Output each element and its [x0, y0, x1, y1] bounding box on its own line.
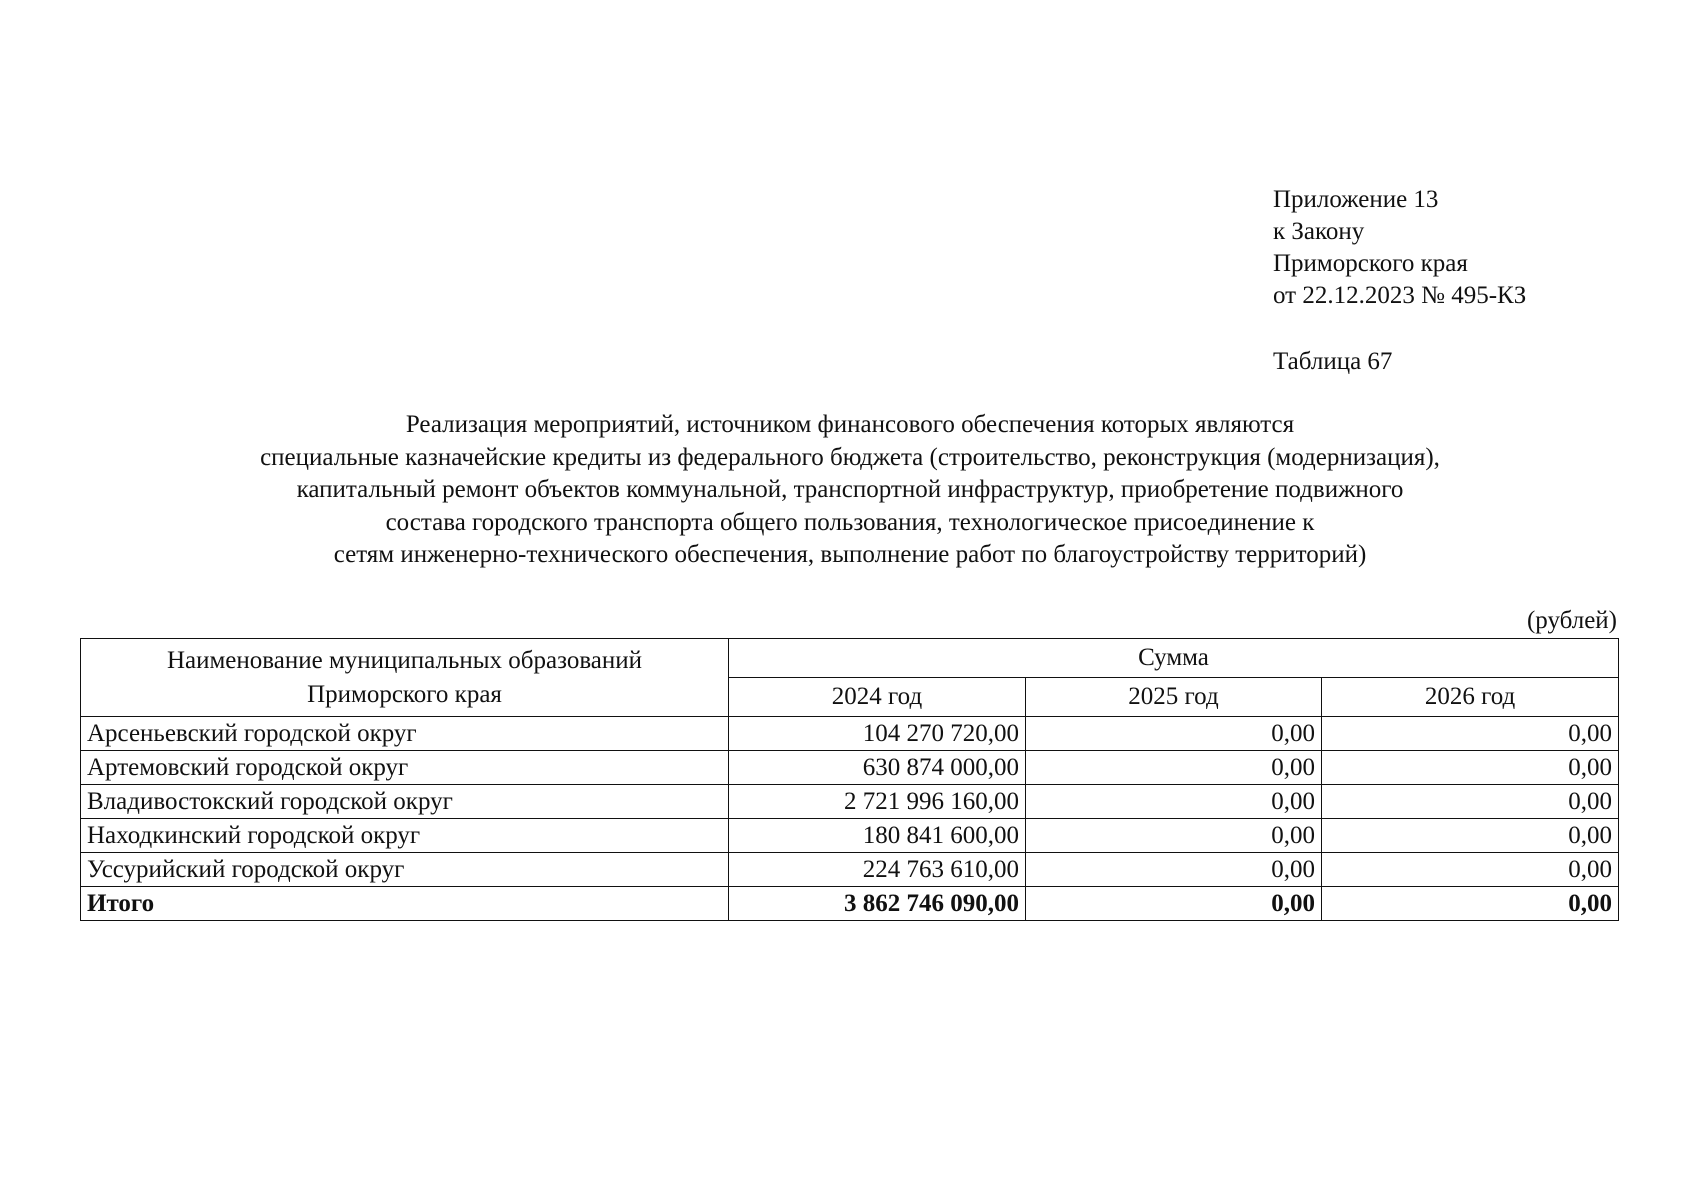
title-line: сетям инженерно-технического обеспечения, выполнение работ по благоустройству территорий)	[333, 541, 1367, 568]
year-header: 2025 год	[1026, 678, 1322, 717]
amount-cell: 0,00	[1026, 853, 1322, 887]
title-line: состава городского транспорта общего пользования, технологическое присоединение к	[385, 508, 1315, 536]
amount-cell: 0,00	[1026, 751, 1322, 785]
amount-cell: 0,00	[1026, 785, 1322, 819]
annex-line: Приморского края	[1273, 250, 1468, 277]
amount-cell: 630 874 000,00	[729, 751, 1026, 785]
table-row	[81, 819, 1619, 853]
amount-cell: 0,00	[1322, 819, 1619, 853]
amount-cell: 0,00	[1322, 853, 1619, 887]
total-row	[81, 887, 1619, 921]
municipality-name: Владивостокский городской округ	[81, 785, 729, 819]
amount-cell: 0,00	[1026, 717, 1322, 751]
amount-cell: 0,00	[1322, 751, 1619, 785]
table-row	[81, 853, 1619, 887]
municipality-name: Арсеньевский городской округ	[81, 717, 729, 751]
amount-cell: 224 763 610,00	[729, 853, 1026, 887]
total-amount-cell: 3 862 746 090,00	[729, 887, 1026, 921]
title-line: капитальный ремонт объектов коммунальной, транспортной инфраструктур, приобретение подвижного	[296, 476, 1404, 503]
municipality-name: Находкинский городской округ	[81, 819, 729, 853]
annex-line: к Закону	[1273, 218, 1365, 245]
table-row	[81, 751, 1619, 785]
total-label: Итого	[81, 887, 729, 921]
sum-column-header: Сумма	[729, 639, 1619, 678]
year-header: 2024 год	[729, 678, 1026, 717]
year-header: 2026 год	[1322, 678, 1619, 717]
total-amount-cell: 0,00	[1322, 887, 1619, 921]
annex-line: Приложение 13	[1273, 186, 1439, 213]
annex-block	[1273, 184, 1526, 312]
amount-cell: 0,00	[1322, 785, 1619, 819]
title-line: Реализация мероприятий, источником финансового обеспечения которых являются	[405, 411, 1295, 438]
amount-cell: 0,00	[1026, 819, 1322, 853]
amount-cell: 2 721 996 160,00	[729, 785, 1026, 819]
table-label: Таблица 67	[1273, 348, 1393, 375]
name-column-header	[81, 639, 729, 717]
unit-label: (рублей)	[1526, 607, 1617, 634]
document-title	[80, 409, 1620, 572]
name-header-line: Наименование муниципальных образований	[166, 646, 643, 674]
table-header-row	[81, 639, 1619, 678]
title-line: специальные казначейские кредиты из федерального бюджета (строительство, реконструкция (модернизация),	[260, 443, 1440, 471]
municipality-name: Артемовский городской округ	[81, 751, 729, 785]
municipality-name: Уссурийский городской округ	[81, 853, 729, 887]
amount-cell: 0,00	[1322, 717, 1619, 751]
amount-cell: 180 841 600,00	[729, 819, 1026, 853]
table-row	[81, 717, 1619, 751]
total-amount-cell: 0,00	[1026, 887, 1322, 921]
annex-line: от 22.12.2023 № 495-КЗ	[1273, 282, 1527, 309]
funding-table	[80, 638, 1619, 921]
name-header-line: Приморского края	[307, 680, 502, 708]
amount-cell: 104 270 720,00	[729, 717, 1026, 751]
table-row	[81, 785, 1619, 819]
